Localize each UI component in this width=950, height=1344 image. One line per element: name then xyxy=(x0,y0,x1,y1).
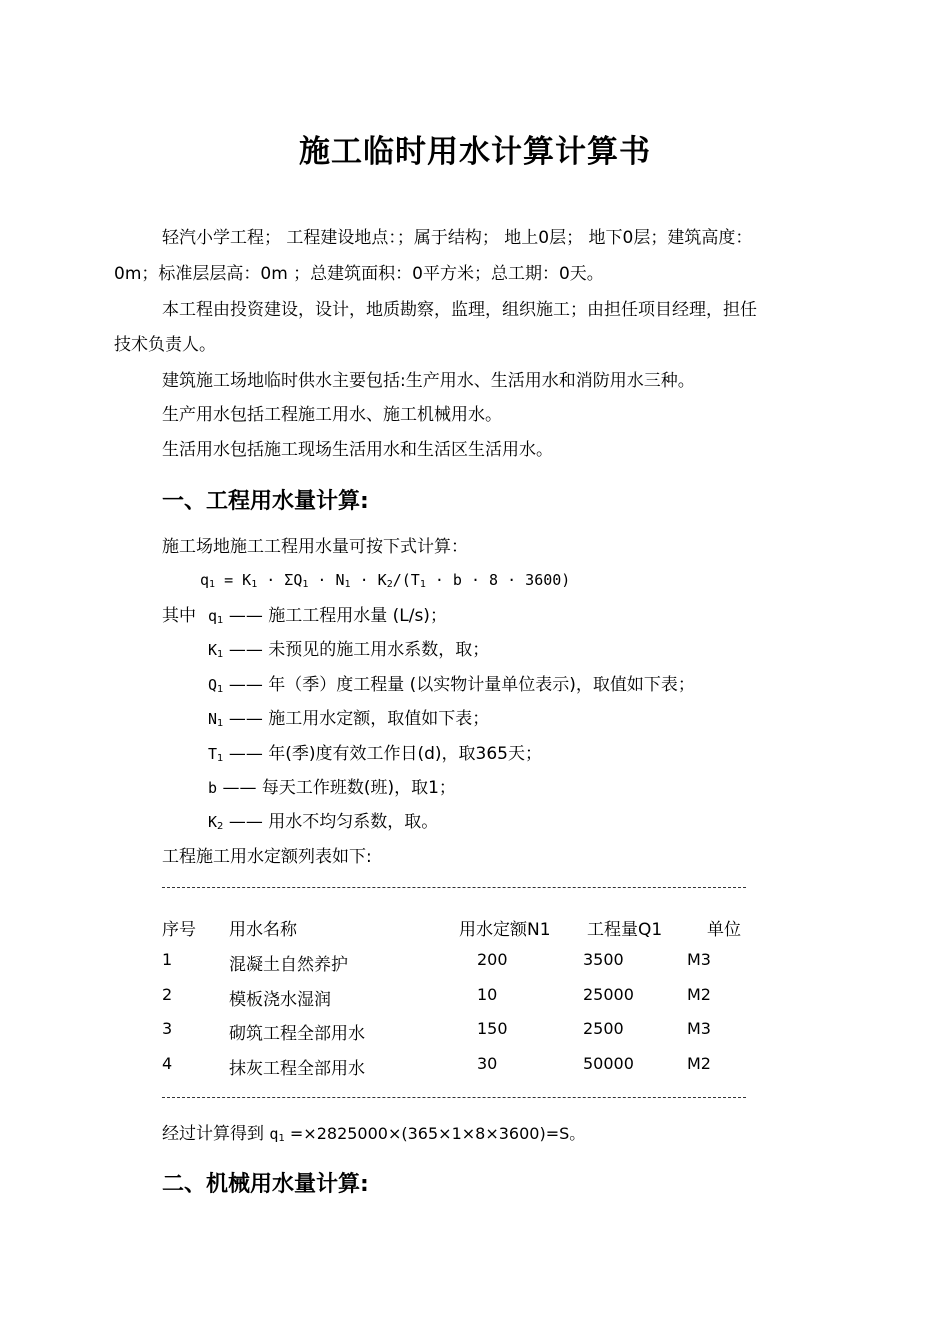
definition-item xyxy=(208,606,447,626)
definition-symbol: T xyxy=(208,745,218,763)
formula-q-sub: 1 xyxy=(209,579,216,590)
definition-symbol-sub: 1 xyxy=(217,649,224,660)
formula-part-2: · ΣQ xyxy=(257,571,303,589)
formula-intro: 施工场地施工工程用水量可按下式计算： xyxy=(162,537,468,557)
formula xyxy=(200,571,570,589)
definition-text: —— 未预见的施工用水系数，取； xyxy=(228,640,490,660)
definition-symbol-sub: 1 xyxy=(217,615,224,626)
formula-q1-sub: 1 xyxy=(302,579,309,590)
section-2-heading: 二、机械用水量计算: xyxy=(162,1172,369,1197)
definition-text: —— 用水不均匀系数，取。 xyxy=(228,812,439,832)
table-cell-name: 混凝土自然养护 xyxy=(229,955,348,975)
intro-line-1: 轻汽小学工程； 工程建设地点：；属于结构； 地上0层； 地下0层；建筑高度： xyxy=(162,228,753,248)
formula-part-1: = K xyxy=(215,571,252,589)
intro-line-3: 本工程由投资建设，设计，地质勘察，监理，组织施工；由担任项目经理，担任 xyxy=(162,300,757,320)
table-cell-name: 模板浇水湿润 xyxy=(229,990,331,1010)
result-q: q xyxy=(269,1125,279,1143)
table-header-name: 用水名称 xyxy=(229,920,297,940)
table-cell-quantity: 2500 xyxy=(583,1019,624,1038)
formula-part-6: · b · 8 · 3600) xyxy=(425,571,571,589)
table-header-index: 序号 xyxy=(162,920,196,940)
table-cell-unit: M2 xyxy=(687,1054,711,1073)
table-header-quota: 用水定额N1 xyxy=(459,920,551,940)
definition-text: —— 每天工作班数(班)，取1； xyxy=(222,778,456,798)
definition-item xyxy=(208,675,695,695)
definition-symbol: q xyxy=(208,607,218,625)
table-cell-quantity: 50000 xyxy=(583,1054,634,1073)
table-bottom-divider xyxy=(162,1097,746,1098)
definition-item xyxy=(208,778,456,798)
intro-line-4: 技术负责人。 xyxy=(114,335,216,355)
table-header-unit: 单位 xyxy=(707,920,741,940)
formula-n1-sub: 1 xyxy=(344,579,351,590)
result-q-sub: 1 xyxy=(278,1133,285,1144)
table-cell-unit: M3 xyxy=(687,1019,711,1038)
table-cell-quota: 30 xyxy=(477,1054,498,1073)
table-intro: 工程施工用水定额列表如下: xyxy=(162,847,372,867)
result-prefix: 经过计算得到 xyxy=(162,1124,270,1144)
definition-text: —— 施工用水定额，取值如下表； xyxy=(228,709,490,729)
table-cell-unit: M3 xyxy=(687,950,711,969)
formula-part-4: · K xyxy=(350,571,387,589)
table-cell-index: 4 xyxy=(162,1054,173,1073)
definition-symbol-sub: 2 xyxy=(217,821,224,832)
formula-q: q xyxy=(200,571,210,589)
where-label: 其中 xyxy=(162,606,196,626)
definition-symbol: K xyxy=(208,641,218,659)
intro-line-6: 生产用水包括工程施工用水、施工机械用水。 xyxy=(162,405,502,425)
definition-symbol: K xyxy=(208,813,218,831)
table-cell-name: 抹灰工程全部用水 xyxy=(229,1059,365,1079)
table-cell-name: 砌筑工程全部用水 xyxy=(229,1024,365,1044)
definition-item xyxy=(208,744,542,764)
definition-symbol: N xyxy=(208,710,218,728)
table-cell-quota: 10 xyxy=(477,985,498,1004)
table-header-quantity: 工程量Q1 xyxy=(587,920,663,940)
definition-symbol: b xyxy=(208,779,218,797)
table-cell-index: 1 xyxy=(162,950,173,969)
definition-symbol: Q xyxy=(208,676,218,694)
formula-part-3: · N xyxy=(308,571,345,589)
table-cell-index: 3 xyxy=(162,1019,173,1038)
intro-line-7: 生活用水包括施工现场生活用水和生活区生活用水。 xyxy=(162,440,553,460)
definition-text: —— 施工工程用水量 (L/s)； xyxy=(228,606,447,626)
definition-text: —— 年（季）度工程量 (以实物计量单位表示)，取值如下表； xyxy=(228,675,695,695)
definition-item xyxy=(208,640,489,660)
intro-line-5: 建筑施工场地临时供水主要包括:生产用水、生活用水和消防用水三种。 xyxy=(162,371,695,391)
table-cell-index: 2 xyxy=(162,985,173,1004)
definition-item xyxy=(208,812,438,832)
document-title: 施工临时用水计算计算书 xyxy=(299,134,651,170)
intro-line-2: 0m；标准层层高：0m ；总建筑面积：0平方米；总工期：0天。 xyxy=(114,264,604,284)
formula-t1-sub: 1 xyxy=(419,579,426,590)
definition-symbol-sub: 1 xyxy=(217,684,224,695)
definition-text: —— 年(季)度有效工作日(d)，取365天； xyxy=(228,744,542,764)
table-top-divider xyxy=(162,887,746,888)
table-cell-quota: 200 xyxy=(477,950,508,969)
formula-k1-sub: 1 xyxy=(251,579,258,590)
table-cell-unit: M2 xyxy=(687,985,711,1004)
definition-symbol-sub: 1 xyxy=(217,753,224,764)
definition-symbol-sub: 1 xyxy=(217,718,224,729)
calculation-result xyxy=(162,1124,585,1144)
table-cell-quantity: 25000 xyxy=(583,985,634,1004)
table-cell-quota: 150 xyxy=(477,1019,508,1038)
result-expression: =×2825000×(365×1×8×3600)=S。 xyxy=(284,1124,586,1143)
formula-part-5: /(T xyxy=(392,571,420,589)
formula-k2-sub: 2 xyxy=(386,579,393,590)
section-1-heading: 一、工程用水量计算: xyxy=(162,489,369,514)
table-cell-quantity: 3500 xyxy=(583,950,624,969)
definition-item xyxy=(208,709,489,729)
